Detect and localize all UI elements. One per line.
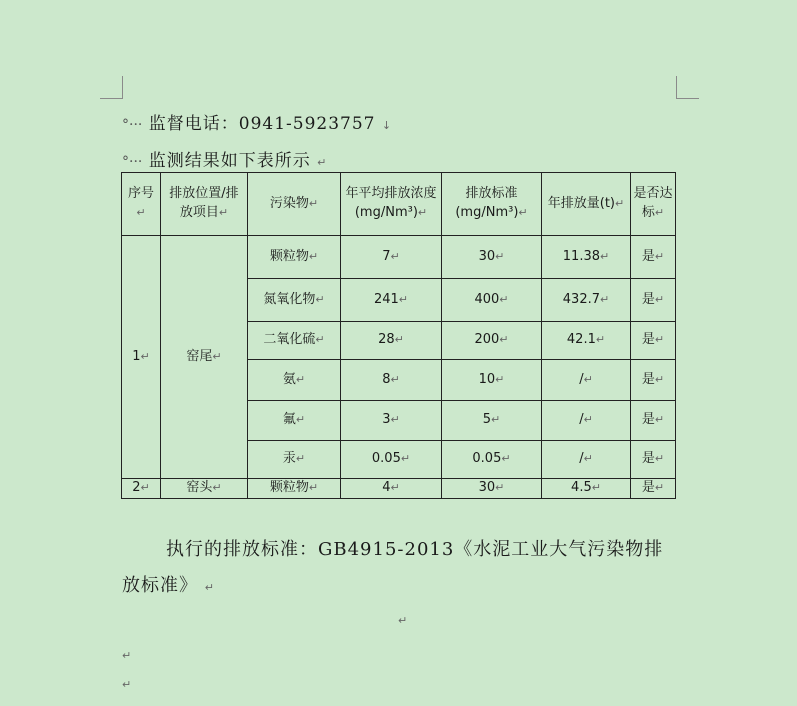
cell-no[interactable] [122,236,161,479]
cell-end-mark-icon: ↵ [595,333,606,347]
cell-amount[interactable] [542,441,631,479]
cell-end-mark-icon: ↵ [140,349,150,363]
cell-location[interactable] [161,236,248,479]
cell-end-mark-icon: ↵ [295,372,306,386]
cell-amount[interactable] [542,360,631,401]
cell-standard-text: 5 [482,412,492,428]
cell-concentration-text: 0.05 [371,451,401,467]
cell-compliant[interactable] [631,236,676,279]
header-concentration-text: 年平均排放浓度(mg/Nm³) [345,186,437,220]
cell-amount-text: 4.5 [571,480,592,495]
cell-concentration[interactable] [341,479,442,499]
cell-end-mark-icon: ↵ [295,413,306,427]
cell-standard[interactable] [442,322,542,360]
cell-end-mark-icon: ↵ [212,349,222,363]
results-intro-line[interactable] [122,146,326,171]
cell-compliant-text: 是 [641,371,655,387]
cell-concentration[interactable] [341,441,442,479]
header-pollutant-text: 污染物 [269,195,309,211]
cell-amount[interactable] [542,279,631,322]
cell-location[interactable] [161,479,248,499]
supervision-phone-text: 监督电话：0941-5923757 [148,114,376,134]
cell-end-mark-icon: ↵ [654,372,665,386]
cell-end-mark-icon: ↵ [218,206,229,219]
cell-pollutant[interactable] [248,441,341,479]
cell-no-text: 1 [132,348,141,364]
cell-standard-text: 10 [478,371,496,387]
cell-compliant-text: 是 [641,291,655,307]
cell-end-mark-icon: ↵ [499,292,509,306]
cell-pollutant[interactable] [248,479,341,499]
cell-amount-text: 432.7 [562,291,600,307]
cell-compliant-text: 是 [641,332,655,348]
cell-concentration-text: 7 [382,248,391,264]
cell-end-mark-icon: ↵ [495,481,505,494]
cell-amount-text: / [579,412,584,428]
cell-concentration-text: 3 [382,412,391,428]
cell-end-mark-icon: ↵ [591,481,601,494]
cell-compliant[interactable] [631,441,676,479]
cell-standard-text: 200 [474,332,500,348]
paragraph-mark-icon: ↵ [204,581,214,594]
cell-compliant[interactable] [631,360,676,401]
cell-end-mark-icon: ↵ [491,413,501,427]
cell-amount[interactable] [542,322,631,360]
header-amount[interactable] [542,173,631,236]
cell-end-mark-icon: ↵ [654,413,665,427]
page-corner-mark-left [100,76,123,99]
header-location-text: 排放位置/排放项目 [169,186,239,220]
cell-pollutant-text: 汞 [282,451,296,467]
cell-end-mark-icon: ↵ [417,206,428,219]
header-concentration[interactable] [341,173,442,236]
cell-end-mark-icon: ↵ [583,413,593,427]
cell-end-mark-icon: ↵ [654,452,665,466]
cell-pollutant[interactable] [248,322,341,360]
cell-end-mark-icon: ↵ [654,292,665,306]
cell-concentration[interactable] [341,279,442,322]
cell-concentration[interactable] [341,322,442,360]
cell-end-mark-icon: ↵ [499,333,509,347]
cell-compliant-text: 是 [641,480,655,495]
cell-concentration[interactable] [341,236,442,279]
cell-pollutant[interactable] [248,401,341,441]
cell-end-mark-icon: ↵ [495,249,505,263]
cell-pollutant-text: 颗粒物 [269,480,309,495]
cell-standard[interactable] [442,279,542,322]
cell-amount-text: / [579,451,584,467]
cell-end-mark-icon: ↵ [518,206,528,219]
header-no[interactable] [122,173,161,236]
cell-end-mark-icon: ↵ [308,249,319,263]
cell-concentration[interactable] [341,360,442,401]
cell-amount[interactable] [542,401,631,441]
cell-no[interactable] [122,479,161,499]
cell-end-mark-icon: ↵ [654,481,665,494]
cell-standard[interactable] [442,236,542,279]
cell-end-mark-icon: ↵ [308,481,319,494]
cell-end-mark-icon: ↵ [400,452,411,466]
line-break-icon: ↓ [381,119,392,132]
emission-standard-paragraph[interactable] [122,532,682,606]
paragraph-mark-icon: ↵ [122,678,132,691]
cell-end-mark-icon: ↵ [654,333,665,347]
cell-location-text: 窑尾 [186,348,213,364]
cell-end-mark-icon: ↵ [600,249,610,263]
cell-standard-text: 0.05 [472,451,502,467]
cell-end-mark-icon: ↵ [308,196,319,210]
cell-pollutant[interactable] [248,279,341,322]
cell-amount-text: 42.1 [566,332,596,348]
cell-concentration-text: 4 [382,480,391,495]
cell-end-mark-icon: ↵ [315,333,325,347]
cell-end-mark-icon: ↵ [394,333,404,347]
cell-end-mark-icon: ↵ [212,481,222,494]
cell-compliant-text: 是 [641,248,655,264]
cell-concentration-text: 28 [378,332,395,348]
header-location[interactable] [161,173,248,236]
header-standard-text: 排放标准(mg/Nm³) [455,186,519,220]
table-header-row [122,173,676,236]
cell-pollutant-text: 氟 [282,412,296,428]
paragraph-mark-icon: ↵ [317,156,327,169]
cell-end-mark-icon: ↵ [583,372,593,386]
paragraph-mark-icon: ↵ [122,649,132,662]
cell-end-mark-icon: ↵ [495,372,505,386]
cell-compliant[interactable] [631,401,676,441]
header-no-text: 序号 [127,186,154,202]
header-compliant[interactable] [631,173,676,236]
cell-compliant-text: 是 [641,451,655,467]
cell-concentration[interactable] [341,401,442,441]
cell-pollutant[interactable] [248,360,341,401]
monitoring-results-table[interactable] [121,172,676,499]
cell-location-text: 窑头 [186,480,213,495]
cell-concentration-text: 241 [373,291,399,307]
cell-compliant-text: 是 [641,412,655,428]
cell-standard-text: 400 [474,291,500,307]
cell-standard[interactable] [442,360,542,401]
emission-standard-text: 执行的排放标准：GB4915-2013《水泥工业大气污染物排放标准》 [122,539,664,596]
cell-amount[interactable] [542,479,631,499]
cell-concentration-text: 8 [382,371,391,387]
cell-end-mark-icon: ↵ [583,452,593,466]
cell-end-mark-icon: ↵ [390,481,400,494]
cell-compliant[interactable] [631,322,676,360]
cell-end-mark-icon: ↵ [398,292,409,306]
header-pollutant[interactable] [248,173,341,236]
cell-standard[interactable] [442,479,542,499]
cell-amount-text: / [579,371,584,387]
table-row [122,236,676,279]
cell-end-mark-icon: ↵ [390,372,400,386]
cell-end-mark-icon: ↵ [136,206,146,219]
cell-end-mark-icon: ↵ [615,196,625,210]
cell-amount[interactable] [542,236,631,279]
cell-standard[interactable] [442,401,542,441]
header-standard[interactable] [442,173,542,236]
cell-end-mark-icon: ↵ [295,452,306,466]
list-bullet-icon: °··· [122,154,143,170]
cell-amount-text: 11.38 [562,248,600,264]
cell-compliant[interactable] [631,279,676,322]
cell-standard-text: 30 [478,480,496,495]
paragraph-mark-icon: ↵ [398,614,408,627]
cell-end-mark-icon: ↵ [315,292,325,306]
cell-end-mark-icon: ↵ [390,249,400,263]
cell-standard[interactable] [442,441,542,479]
cell-end-mark-icon: ↵ [390,413,400,427]
cell-end-mark-icon: ↵ [600,292,610,306]
cell-end-mark-icon: ↵ [654,206,665,219]
cell-pollutant[interactable] [248,236,341,279]
list-bullet-icon: °··· [122,117,143,133]
cell-end-mark-icon: ↵ [654,249,665,263]
cell-pollutant-text: 氨 [282,371,296,387]
cell-end-mark-icon: ↵ [501,452,511,466]
page-corner-mark-right [676,76,699,99]
table-row [122,479,676,499]
cell-end-mark-icon: ↵ [140,481,150,494]
cell-compliant[interactable] [631,479,676,499]
cell-standard-text: 30 [478,248,496,264]
cell-pollutant-text: 颗粒物 [269,248,309,264]
supervision-phone-line[interactable] [122,109,391,134]
header-amount-text: 年排放量(t) [547,195,616,211]
cell-pollutant-text: 二氧化硫 [263,332,316,348]
header-compliant-text: 是否达标 [633,186,673,220]
results-intro-text: 监测结果如下表所示 [148,151,311,171]
cell-no-text: 2 [132,480,141,495]
cell-pollutant-text: 氮氧化物 [263,291,316,307]
